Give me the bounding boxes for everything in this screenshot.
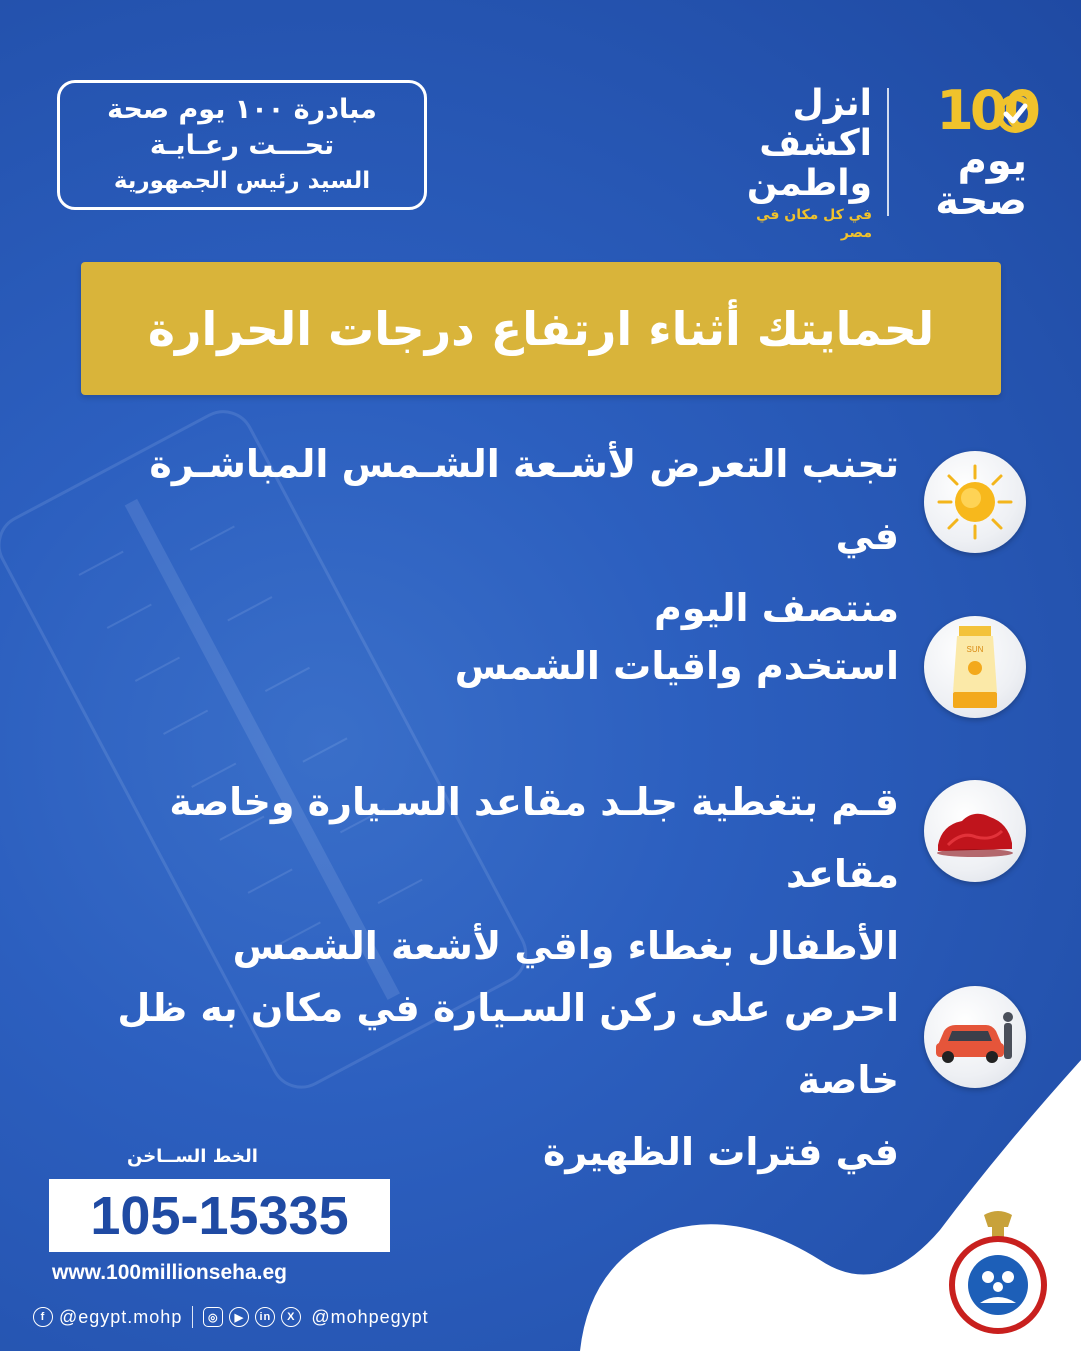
- sun-icon: [924, 451, 1026, 553]
- tip-text: [99, 428, 899, 644]
- tip-item-avoid-sun: [106, 428, 1026, 630]
- tip-line: احرص على ركن السـيارة في مكان به ظل خاصة: [117, 986, 899, 1102]
- website-link[interactable]: www.100millionseha.eg: [52, 1261, 287, 1284]
- tip-text: [99, 630, 899, 702]
- logo-word-health: صحة: [935, 178, 1027, 224]
- banner-title: لحمايتك أثناء ارتفاع درجات الحرارة: [147, 301, 935, 356]
- tip-line: قـم بتغطية جلـد مقاعد السـيارة وخاصة مقاعد: [169, 780, 899, 896]
- covered-car-icon: [924, 780, 1026, 882]
- linkedin-icon[interactable]: in: [255, 1307, 275, 1327]
- hotline-number[interactable]: 105-15335: [90, 1185, 349, 1246]
- checkmark-icon: [995, 94, 1035, 134]
- tip-line: الأطفال بغطاء واقي لأشعة الشمس: [232, 924, 899, 968]
- initiative-line-1: مبادرة ١٠٠ يوم صحة: [107, 94, 377, 125]
- social-bar: [33, 1303, 429, 1331]
- logo-slogan-1: انزل: [792, 83, 872, 124]
- hotline-box: [49, 1179, 390, 1252]
- youtube-icon[interactable]: ▶: [229, 1307, 249, 1327]
- logo-word-day: يوم: [957, 138, 1027, 184]
- tip-item-cover-seats: [106, 766, 1026, 968]
- ministry-emblem-icon: [944, 1207, 1052, 1335]
- facebook-handle[interactable]: @egypt.mohp: [59, 1306, 183, 1327]
- social-divider: [192, 1306, 193, 1328]
- instagram-icon[interactable]: ◎: [203, 1307, 223, 1327]
- facebook-icon[interactable]: f: [33, 1307, 53, 1327]
- initiative-line-3: السيد رئيس الجمهورية: [113, 168, 371, 194]
- initiative-line-2: تحـــت رعـايـة: [149, 130, 335, 161]
- logo-slogans: [737, 84, 872, 242]
- initiative-box: [57, 80, 427, 210]
- tip-line: تجنب التعرض لأشـعة الشـمس المباشـرة في: [149, 442, 899, 558]
- campaign-logo: [737, 79, 1037, 241]
- x-twitter-icon[interactable]: X: [281, 1307, 301, 1327]
- sunscreen-icon: [924, 616, 1026, 718]
- logo-subtitle: في كل مكان في مصر: [756, 207, 872, 241]
- logo-divider: [887, 88, 889, 216]
- tip-item-sunscreen: [106, 614, 1026, 724]
- tip-text: [99, 766, 899, 982]
- tip-line: في فترات الظهيرة: [542, 1130, 899, 1174]
- logo-number: 100: [936, 79, 1037, 142]
- logo-slogan-3: واطمن: [746, 163, 872, 204]
- social-handle[interactable]: @mohpegypt: [311, 1306, 429, 1327]
- logo-slogan-2: اكشف: [759, 123, 872, 164]
- tip-line: استخدم واقيات الشمس: [454, 644, 899, 688]
- hotline-label: الخط الســاخن: [127, 1146, 258, 1167]
- svg-text:SUN: SUN: [966, 645, 984, 654]
- tip-line: منتصف اليوم: [654, 586, 899, 630]
- title-banner: [81, 262, 1001, 395]
